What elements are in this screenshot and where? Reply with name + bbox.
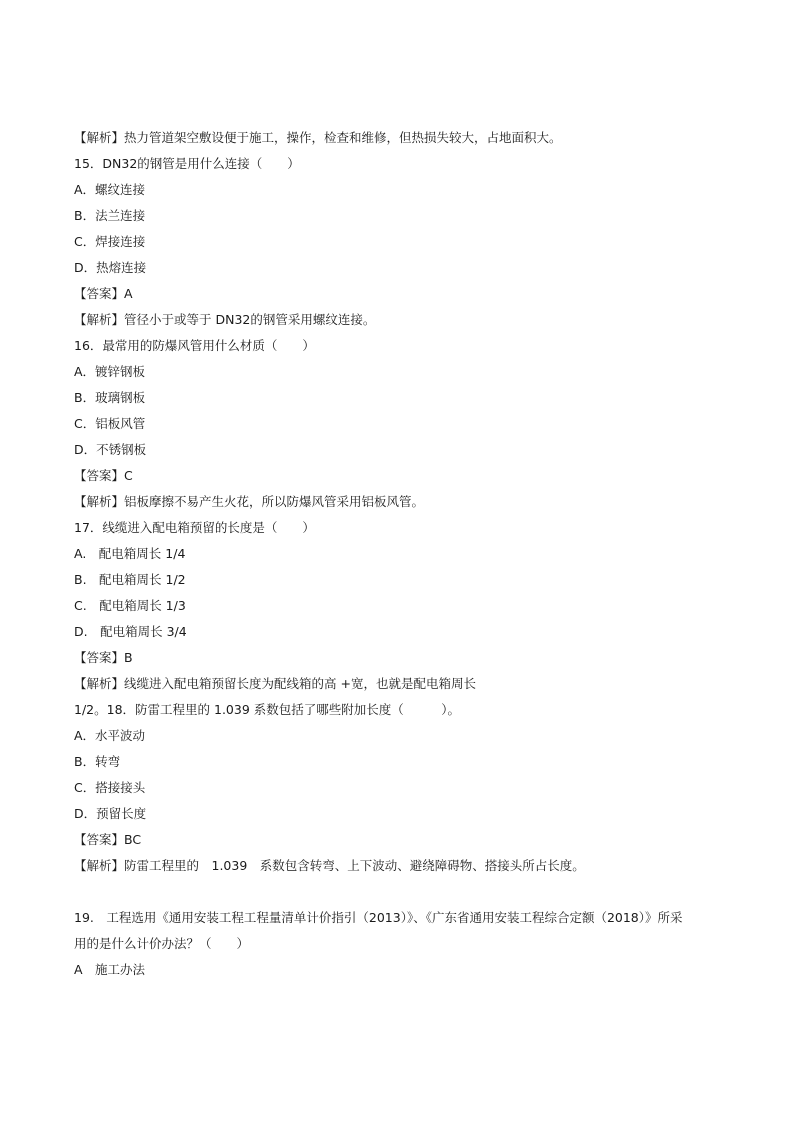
option-18-d: D．预留长度 bbox=[74, 806, 147, 821]
option-18-a: A．水平波动 bbox=[74, 728, 146, 743]
question-19-line-2: 用的是什么计价办法？（ ） bbox=[74, 936, 250, 951]
option-17-a: A. 配电箱周长 1/4 bbox=[74, 546, 186, 561]
option-16-b: B．玻璃钢板 bbox=[74, 390, 146, 405]
option-15-b: B．法兰连接 bbox=[74, 208, 146, 223]
analysis-14: 【解析】热力管道架空敷设便于施工，操作，检查和维修，但热损失较大，占地面积大。 bbox=[74, 130, 562, 145]
question-16: 16．最常用的防爆风管用什么材质（ ） bbox=[74, 338, 315, 353]
analysis-15: 【解析】管径小于或等于 DN32的钢管采用螺纹连接。 bbox=[74, 312, 376, 327]
option-15-c: C．焊接连接 bbox=[74, 234, 146, 249]
option-17-d: D. 配电箱周长 3/4 bbox=[74, 624, 187, 639]
answer-17: 【答案】B bbox=[74, 650, 133, 665]
option-18-b: B．转弯 bbox=[74, 754, 121, 769]
analysis-18: 【解析】防雷工程里的 1.039 系数包含转弯、上下波动、避绕障碍物、搭接头所占长度。 bbox=[74, 858, 585, 873]
answer-18: 【答案】BC bbox=[74, 832, 142, 847]
answer-15: 【答案】A bbox=[74, 286, 133, 301]
question-17: 17．线缆进入配电箱预留的长度是（ ） bbox=[74, 520, 315, 535]
analysis-17: 【解析】线缆进入配电箱预留长度为配线箱的高 +宽，也就是配电箱周长 bbox=[74, 676, 476, 691]
answer-16: 【答案】C bbox=[74, 468, 133, 483]
option-17-c: C. 配电箱周长 1/3 bbox=[74, 598, 186, 613]
option-16-d: D．不锈钢板 bbox=[74, 442, 147, 457]
option-16-a: A．镀锌钢板 bbox=[74, 364, 146, 379]
question-18: 1/2。18．防雷工程里的 1.039 系数包括了哪些附加长度（ ）。 bbox=[74, 702, 461, 717]
question-15: 15．DN32的钢管是用什么连接（ ） bbox=[74, 156, 300, 171]
option-15-d: D．热熔连接 bbox=[74, 260, 147, 275]
option-15-a: A．螺纹连接 bbox=[74, 182, 146, 197]
analysis-16: 【解析】铝板摩擦不易产生火花，所以防爆风管采用铝板风管。 bbox=[74, 494, 425, 509]
option-19-a: A 施工办法 bbox=[74, 962, 146, 977]
question-19-line-1: 19. 工程选用《通用安装工程工程量清单计价指引（2013）》、《广东省通用安装工程综合定额（2018）》所采 bbox=[74, 910, 683, 925]
option-17-b: B. 配电箱周长 1/2 bbox=[74, 572, 186, 587]
option-18-c: C．搭接接头 bbox=[74, 780, 146, 795]
option-16-c: C．铝板风管 bbox=[74, 416, 146, 431]
